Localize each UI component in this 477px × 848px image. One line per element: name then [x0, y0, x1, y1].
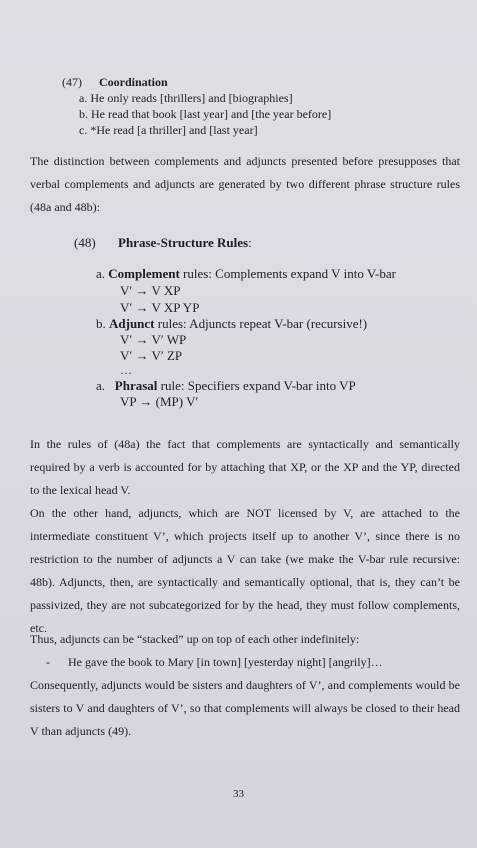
- rule-text: rules: Adjuncts repeat V-bar (recursive!): [154, 316, 368, 331]
- rule-text: rule: Specifiers expand V-bar into VP: [157, 378, 356, 393]
- example-item-b: b. He read that book [last year] and [the year before]: [79, 107, 332, 121]
- rule-keyword: Phrasal: [114, 378, 158, 393]
- example-bullet: [46, 654, 383, 670]
- rule-formula: V′ → V′ WP: [120, 332, 187, 347]
- body-paragraph-3: Thus, adjuncts can be “stacked” up on top of each other indefinitely:: [30, 632, 360, 646]
- rule-keyword: Adjunct: [109, 316, 155, 331]
- example-48-heading: [74, 234, 252, 252]
- body-paragraph-4: Consequently, adjuncts would be sisters and daughters of V’, and complements would be sisters to V and daughters of V’, so that complements will always be closed to their head V than adjuncts (49).: [30, 678, 460, 738]
- intro-paragraph: The distinction between complements and adjuncts presented before presupposes that verbal complements and adjuncts are generated by two different phrase structure rules (48a and 48b):: [30, 154, 460, 214]
- rule-keyword: Complement: [108, 266, 180, 281]
- rule-formula: V′ → V′ ZP: [120, 348, 183, 363]
- body-paragraph-2: On the other hand, adjuncts, which are NOT licensed by V, are attached to the intermediate constituent V’, which projects itself up to another V’, since there is no restriction to the number of adjuncts a V can take (we make the V-bar rule recursive: 48b). Adjuncts, then, are syntactically and semantically optional, that is, they can’t be passivized, they are not subcategorized for by the head, they must follow complements, etc.: [30, 506, 460, 635]
- rule-a-heading: [96, 266, 396, 282]
- body-paragraph-1: In the rules of (48a) the fact that complements are syntactically and semantically required by a verb is accounted for by attaching that XP, or the XP and the YP, directed to the lexical head V.: [30, 437, 460, 497]
- rule-ellipsis: …: [120, 363, 132, 377]
- example-item-a: a. He only reads [thrillers] and [biographies]: [79, 91, 293, 105]
- rule-c-heading: [96, 378, 356, 394]
- rule-letter: b.: [96, 316, 106, 331]
- example-number: (48): [74, 235, 96, 250]
- example-number: (47): [62, 75, 82, 89]
- example-47: [62, 74, 331, 138]
- rule-text: rules: Complements expand V into V-bar: [179, 266, 396, 281]
- page-number: 33: [233, 788, 244, 800]
- bullet-text: He gave the book to Mary [in town] [yesterday night] [angrily]…: [68, 655, 383, 669]
- rule-formula: V′ → V XP YP: [120, 300, 200, 315]
- rule-letter: a.: [96, 378, 106, 393]
- bullet-dash: -: [46, 655, 50, 669]
- rule-b-heading: [96, 316, 367, 332]
- rule-formula: V′ → V XP: [120, 283, 181, 298]
- example-title: Phrase-Structure Rules: [118, 235, 249, 250]
- example-title: Coordination: [99, 75, 168, 89]
- rule-formula: VP → (MP) V′: [120, 394, 199, 409]
- rule-letter: a.: [96, 266, 106, 281]
- title-colon: :: [248, 235, 252, 250]
- example-item-c: c. *He read [a thriller] and [last year]: [79, 123, 258, 137]
